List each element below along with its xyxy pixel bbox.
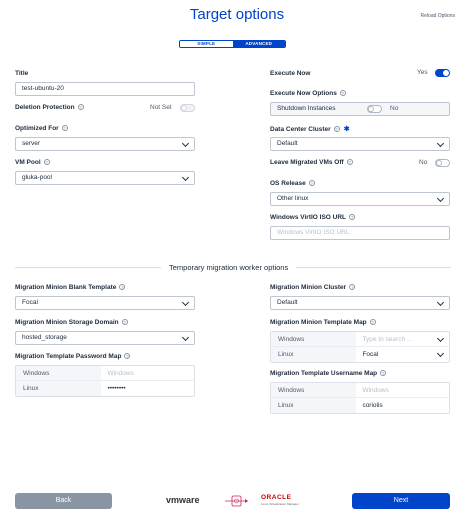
os-release-select[interactable]: Other linux bbox=[270, 192, 450, 206]
password-map-label: Migration Template Password Map ? bbox=[15, 353, 129, 360]
deletion-protection-value: Not Set bbox=[150, 104, 172, 111]
help-icon: ? bbox=[45, 160, 48, 166]
password-map-windows-input[interactable]: Windows bbox=[107, 370, 134, 377]
minion-blank-template-select[interactable]: Focal bbox=[15, 296, 195, 310]
password-map-key: Linux bbox=[16, 381, 101, 396]
username-map-key: Linux bbox=[271, 398, 356, 413]
vmware-logo: vmware bbox=[166, 495, 200, 505]
template-map-key: Linux bbox=[271, 347, 356, 362]
title-input[interactable]: test-ubuntu-20 bbox=[15, 82, 195, 96]
shutdown-instances-value: No bbox=[390, 105, 399, 112]
password-map-table bbox=[15, 365, 195, 397]
help-icon: ? bbox=[348, 160, 351, 166]
vm-pool-select[interactable]: gluka-pool bbox=[15, 171, 195, 185]
minion-storage-domain-select[interactable]: hosted_storage bbox=[15, 331, 195, 345]
table-row bbox=[271, 332, 449, 347]
vm-pool-label: VM Pool ? bbox=[15, 159, 48, 166]
advanced-tab[interactable]: ADVANCED bbox=[233, 41, 286, 47]
username-map-linux-input[interactable]: coriolis bbox=[362, 402, 383, 409]
minion-cluster-select[interactable]: Default bbox=[270, 296, 450, 310]
template-map-table bbox=[270, 331, 450, 363]
data-center-cluster-label: Data Center Cluster ? ✱ bbox=[270, 126, 350, 133]
help-icon: ? bbox=[371, 320, 374, 326]
password-map-key: Windows bbox=[16, 366, 101, 380]
oracle-product-name: Linux Virtualization Manager bbox=[261, 502, 299, 506]
help-icon: ? bbox=[341, 91, 345, 97]
data-center-cluster-select[interactable]: Default bbox=[270, 137, 450, 151]
optimized-for-select[interactable]: server bbox=[15, 137, 195, 151]
minion-blank-template-label: Migration Minion Blank Template ? bbox=[15, 284, 124, 291]
reload-options-link[interactable]: Reload Options bbox=[420, 13, 455, 19]
leave-migrated-value: No bbox=[419, 159, 428, 166]
help-icon: ? bbox=[63, 126, 66, 132]
section-title: Temporary migration worker options bbox=[161, 263, 296, 272]
simple-tab[interactable]: SIMPLE bbox=[180, 41, 233, 47]
username-map-table bbox=[270, 382, 450, 414]
table-row bbox=[271, 383, 449, 398]
leave-migrated-vms-off-label: Leave Migrated VMs Off ? bbox=[270, 159, 351, 166]
username-map-windows-input[interactable]: Windows bbox=[362, 387, 389, 394]
help-icon: ? bbox=[310, 181, 314, 187]
username-map-key: Windows bbox=[271, 383, 356, 397]
execute-now-toggle[interactable] bbox=[435, 69, 450, 77]
back-button[interactable]: Back bbox=[15, 493, 112, 509]
deletion-protection-toggle[interactable] bbox=[180, 104, 195, 112]
deletion-protection-label: Deletion Protection ? bbox=[15, 104, 82, 111]
minion-storage-domain-label: Migration Minion Storage Domain ? bbox=[15, 319, 126, 326]
migration-arrow-icon bbox=[224, 494, 249, 508]
next-button[interactable]: Next bbox=[352, 493, 450, 509]
help-icon: ? bbox=[126, 354, 129, 360]
password-map-linux-input[interactable]: •••••••• bbox=[107, 385, 126, 392]
help-icon: ? bbox=[335, 127, 338, 133]
oracle-logo: ORACLE bbox=[261, 494, 292, 501]
execute-now-label: Execute Now bbox=[270, 70, 311, 77]
virtio-iso-url-label: Windows VirtIO ISO URL ? bbox=[270, 214, 354, 221]
leave-migrated-toggle[interactable] bbox=[435, 159, 450, 167]
help-icon: ? bbox=[350, 215, 354, 221]
virtio-iso-url-input[interactable]: Windows VirtIO ISO URL bbox=[270, 226, 450, 240]
template-map-windows-select[interactable]: Type to search ... bbox=[356, 332, 449, 346]
minion-cluster-label: Migration Minion Cluster ? bbox=[270, 284, 354, 291]
template-map-key: Windows bbox=[271, 332, 356, 346]
mode-switch[interactable] bbox=[179, 40, 286, 48]
execute-now-options-label: Execute Now Options ? bbox=[270, 90, 345, 97]
os-release-label: OS Release ? bbox=[270, 180, 314, 187]
help-icon: ? bbox=[79, 105, 82, 111]
help-icon: ? bbox=[121, 285, 124, 291]
help-icon: ? bbox=[350, 285, 354, 291]
table-row bbox=[16, 381, 194, 396]
shutdown-instances-row bbox=[270, 102, 450, 116]
help-icon: ? bbox=[123, 320, 126, 326]
optimized-for-label: Optimized For ? bbox=[15, 125, 66, 132]
required-icon: ✱ bbox=[343, 126, 350, 133]
minion-template-map-label: Migration Minion Template Map ? bbox=[270, 319, 374, 326]
title-label: Title bbox=[15, 70, 29, 77]
table-row bbox=[271, 398, 449, 413]
shutdown-instances-toggle[interactable] bbox=[367, 105, 382, 113]
table-row bbox=[16, 366, 194, 381]
execute-now-value: Yes bbox=[417, 69, 428, 76]
table-row bbox=[271, 347, 449, 362]
username-map-label: Migration Template Username Map ? bbox=[270, 370, 385, 377]
template-map-linux-select[interactable]: Focal bbox=[356, 347, 449, 362]
shutdown-instances-label: Shutdown Instances bbox=[277, 105, 336, 112]
section-divider bbox=[15, 263, 451, 272]
page-title: Target options bbox=[189, 6, 285, 23]
help-icon: ? bbox=[381, 371, 385, 377]
